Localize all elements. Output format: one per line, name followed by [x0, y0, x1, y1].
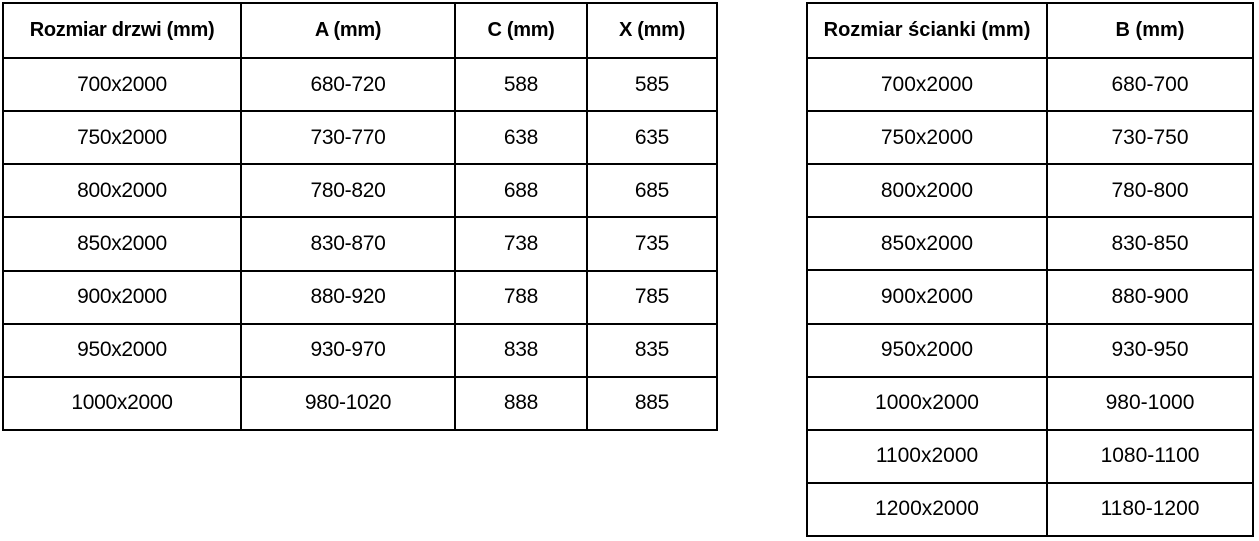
table-cell: 750x2000 [3, 111, 241, 164]
table-cell: 780-820 [241, 164, 455, 217]
table-row [807, 483, 1253, 536]
wall-table-body [807, 58, 1253, 536]
table-row [807, 430, 1253, 483]
table-header-row [3, 3, 717, 58]
table-cell: 688 [455, 164, 587, 217]
table-cell: 1080-1100 [1047, 430, 1253, 483]
column-header: Rozmiar ścianki (mm) [807, 3, 1047, 58]
table-cell: 1000x2000 [807, 377, 1047, 430]
table-cell: 800x2000 [807, 164, 1047, 217]
table-cell: 888 [455, 377, 587, 430]
column-header: C (mm) [455, 3, 587, 58]
table-cell: 735 [587, 217, 717, 270]
table-cell: 788 [455, 271, 587, 324]
table-cell: 880-900 [1047, 270, 1253, 323]
table-cell: 750x2000 [807, 111, 1047, 164]
table-row [807, 377, 1253, 430]
table-cell: 700x2000 [3, 58, 241, 111]
table-row [3, 111, 717, 164]
table-cell: 980-1020 [241, 377, 455, 430]
table-cell: 835 [587, 324, 717, 377]
wall-table-header [807, 3, 1253, 58]
table-cell: 900x2000 [807, 270, 1047, 323]
table-cell: 585 [587, 58, 717, 111]
table-cell: 830-850 [1047, 217, 1253, 270]
table-row [807, 111, 1253, 164]
table-row [807, 217, 1253, 270]
table-cell: 680-720 [241, 58, 455, 111]
table-row [3, 164, 717, 217]
table-cell: 780-800 [1047, 164, 1253, 217]
table-cell: 588 [455, 58, 587, 111]
table-cell: 785 [587, 271, 717, 324]
table-cell: 1000x2000 [3, 377, 241, 430]
table-row [3, 324, 717, 377]
table-row [807, 164, 1253, 217]
table-cell: 1100x2000 [807, 430, 1047, 483]
table-cell: 638 [455, 111, 587, 164]
column-header: Rozmiar drzwi (mm) [3, 3, 241, 58]
column-header: B (mm) [1047, 3, 1253, 58]
table-cell: 800x2000 [3, 164, 241, 217]
table-cell: 930-950 [1047, 324, 1253, 377]
table-header-row [807, 3, 1253, 58]
table-cell: 1180-1200 [1047, 483, 1253, 536]
door-table-body [3, 58, 717, 430]
table-row [3, 377, 717, 430]
table-cell: 900x2000 [3, 271, 241, 324]
table-cell: 980-1000 [1047, 377, 1253, 430]
table-cell: 838 [455, 324, 587, 377]
table-row [807, 58, 1253, 111]
table-row [807, 324, 1253, 377]
table-cell: 730-750 [1047, 111, 1253, 164]
door-dimensions-table [2, 2, 718, 431]
table-cell: 850x2000 [3, 217, 241, 270]
table-row [3, 58, 717, 111]
table-cell: 930-970 [241, 324, 455, 377]
table-cell: 700x2000 [807, 58, 1047, 111]
table-cell: 950x2000 [3, 324, 241, 377]
table-cell: 850x2000 [807, 217, 1047, 270]
table-cell: 738 [455, 217, 587, 270]
wall-dimensions-table [806, 2, 1254, 537]
table-cell: 635 [587, 111, 717, 164]
table-cell: 950x2000 [807, 324, 1047, 377]
table-cell: 880-920 [241, 271, 455, 324]
door-table-header [3, 3, 717, 58]
table-cell: 830-870 [241, 217, 455, 270]
column-header: A (mm) [241, 3, 455, 58]
table-row [3, 271, 717, 324]
table-cell: 685 [587, 164, 717, 217]
column-header: X (mm) [587, 3, 717, 58]
table-cell: 730-770 [241, 111, 455, 164]
table-row [807, 270, 1253, 323]
table-cell: 885 [587, 377, 717, 430]
table-row [3, 217, 717, 270]
table-cell: 1200x2000 [807, 483, 1047, 536]
table-cell: 680-700 [1047, 58, 1253, 111]
